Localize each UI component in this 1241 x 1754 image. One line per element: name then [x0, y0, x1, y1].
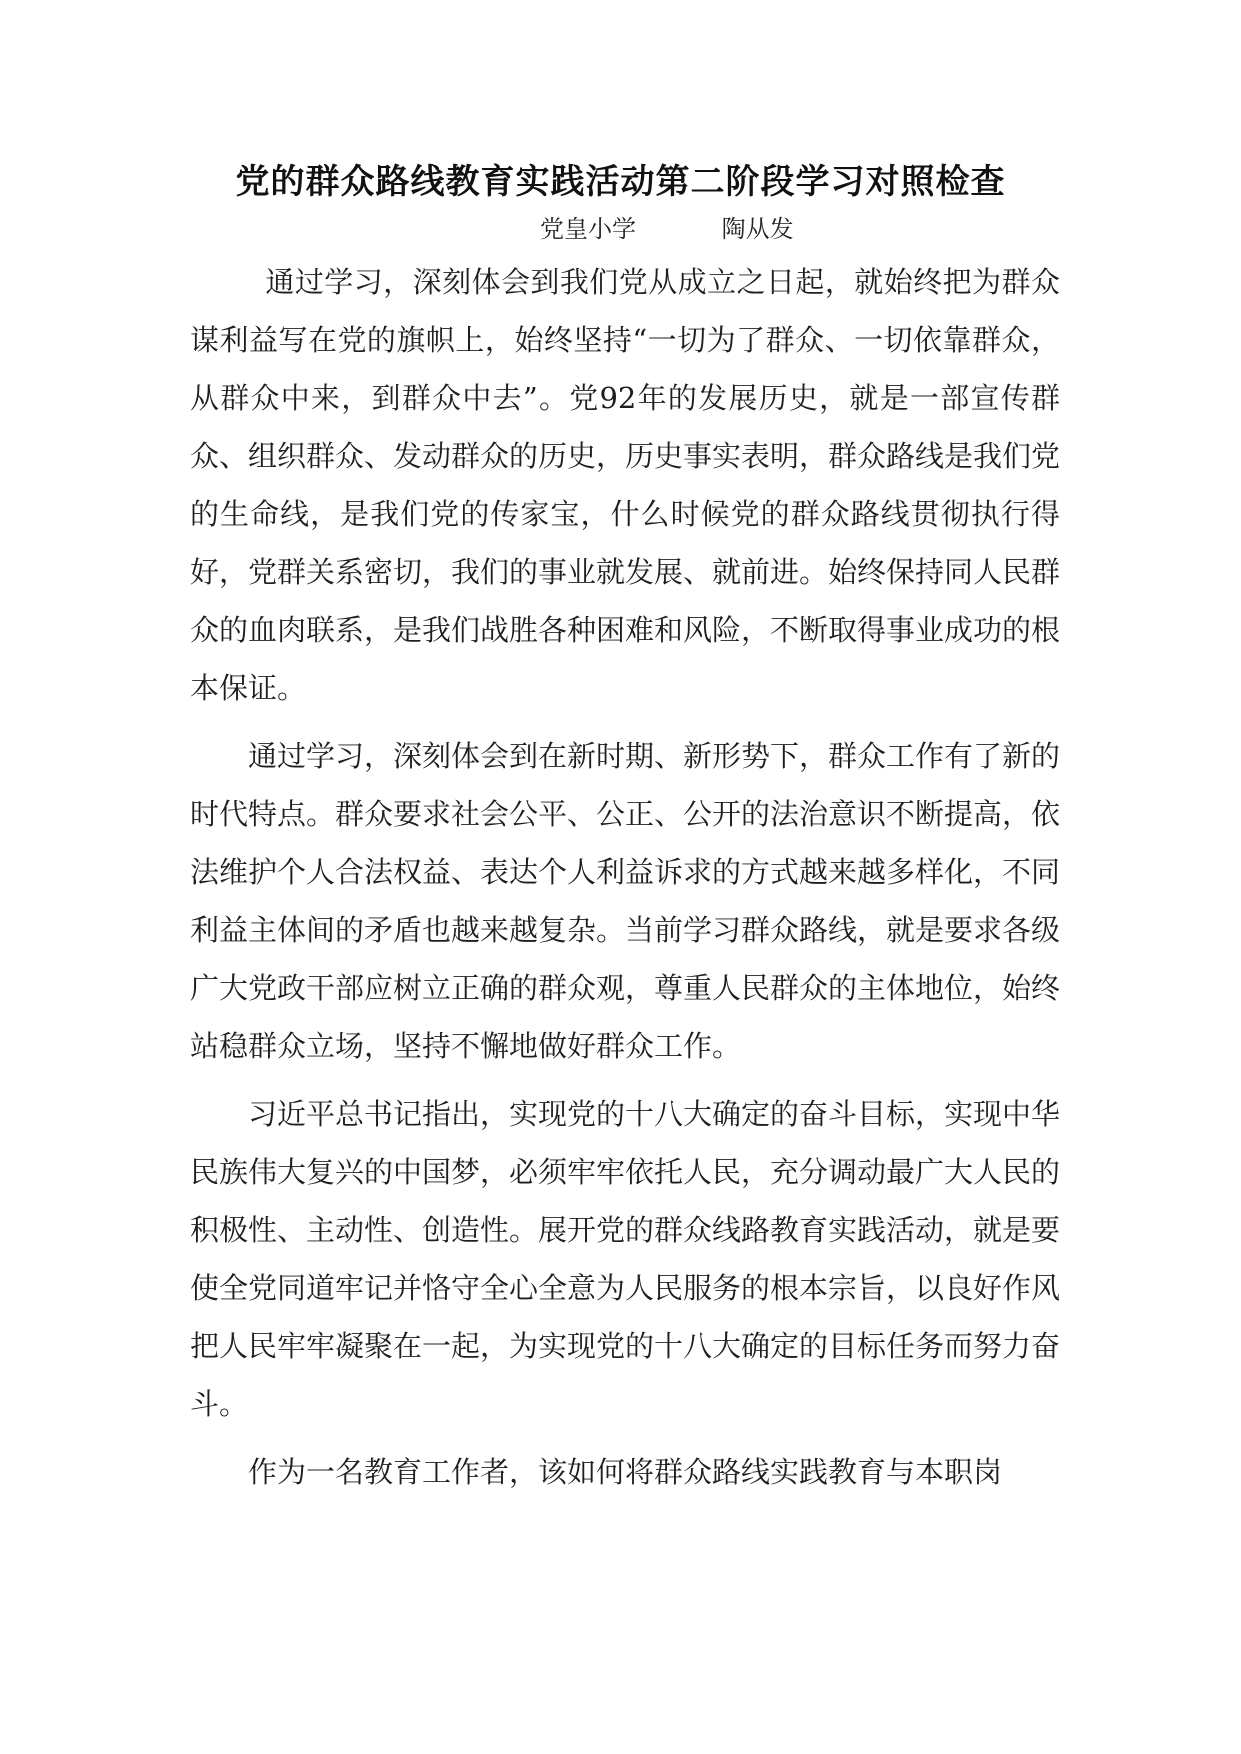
paragraph-4: 作为一名教育工作者，该如何将群众路线实践教育与本职岗	[248, 1455, 1003, 1489]
paragraph-3: 习近平总书记指出，实现党的十八大确定的奋斗目标，实现中华民族伟大复兴的中国梦，必须牢牢依托人民，充分调动最广大人民的积极性、主动性、创造性。展开党的群众线路教育实践活动，就是要使全党同道牢记并恪守全心全意为人民服务的根本宗旨，以良好作风把人民牢牢凝聚在一起，为实现党的十八大确定的目标任务而努力奋斗。	[190, 1097, 1061, 1421]
author-name: 陶从发	[721, 215, 794, 243]
byline	[540, 212, 794, 246]
paragraph-2: 通过学习，深刻体会到在新时期、新形势下，群众工作有了新的时代特点。群众要求社会公平、公正、公开的法治意识不断提高，依法维护个人合法权益、表达个人利益诉求的方式越来越多样化，不同利益主体间的矛盾也越来越复杂。当前学习群众路线，就是要求各级广大党政干部应树立正确的群众观，尊重人民群众的主体地位，始终站稳群众立场，坚持不懈地做好群众工作。	[190, 739, 1061, 1063]
document-title: 党的群众路线教育实践活动第二阶段学习对照检查	[235, 162, 1006, 202]
document-body	[190, 253, 1060, 1501]
school-name: 党皇小学	[540, 215, 636, 243]
paragraph-1: 通过学习，深刻体会到我们党从成立之日起，就始终把为群众谋利益写在党的旗帜上，始终坚持“一切为了群众、一切依靠群众，从群众中来，到群众中去”。党92年的发展历史，就是一部宣传群众、组织群众、发动群众的历史，历史事实表明，群众路线是我们党的生命线，是我们党的传家宝，什么时候党的群众路线贯彻执行得好，党群关系密切，我们的事业就发展、就前进。始终保持同人民群众的血肉联系，是我们战胜各种困难和风险，不断取得事业成功的根本保证。	[190, 265, 1061, 705]
